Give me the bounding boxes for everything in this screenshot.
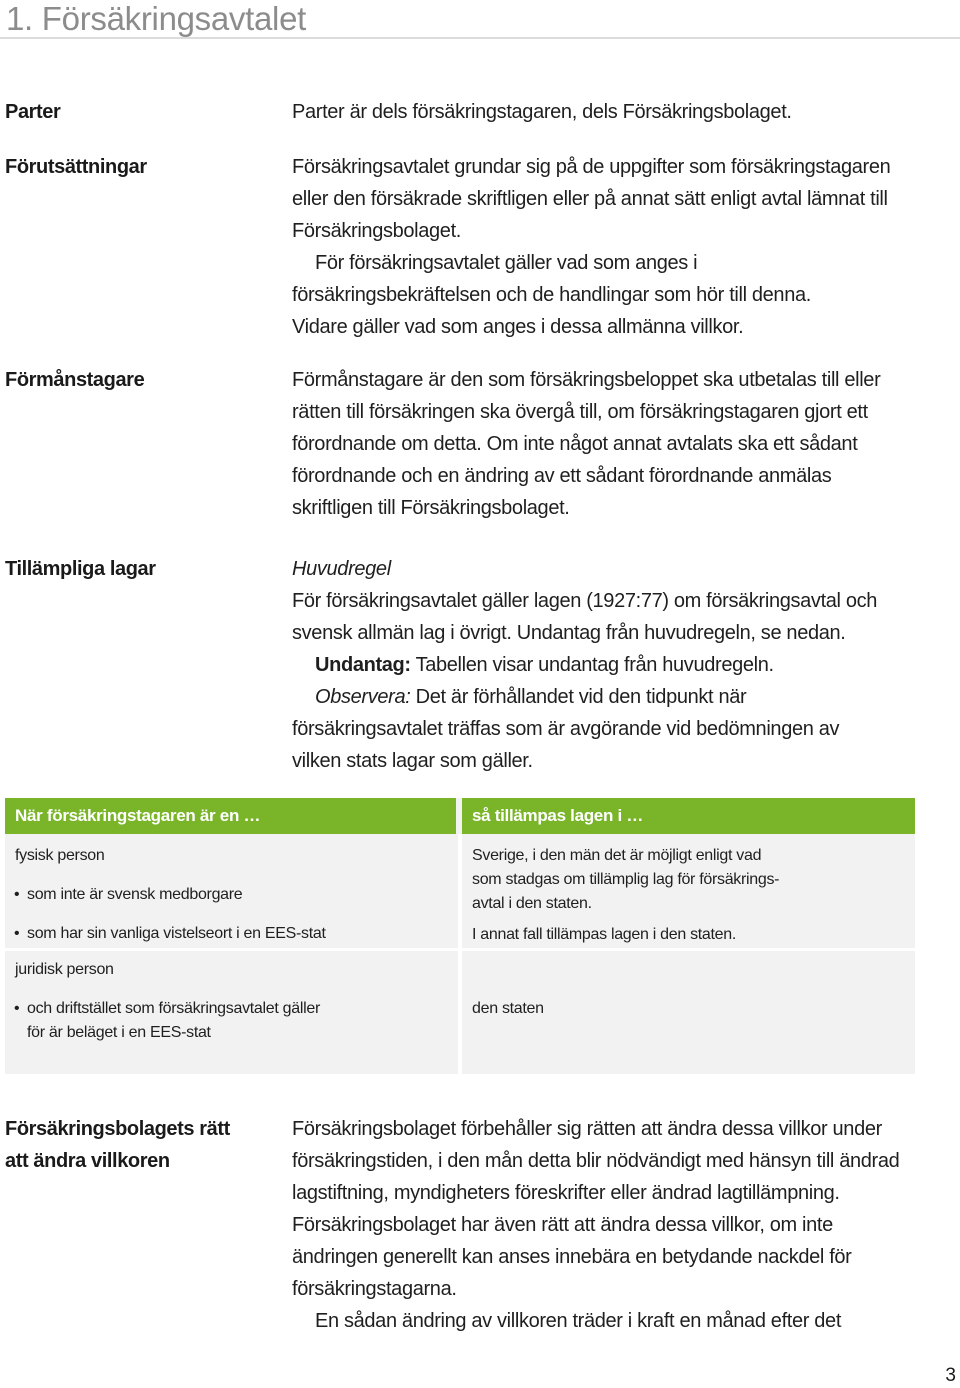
cell-fysisk-bullet-1: • som inte är svensk medborgare xyxy=(27,883,242,907)
section-label-andra-villkor xyxy=(5,1113,230,1177)
cell-fysisk-bullet-2: • som har sin vanliga vistelseort i en EES-stat xyxy=(27,922,326,946)
table-header-left: När försäkringstagaren är en … xyxy=(5,798,456,834)
page-number: 3 xyxy=(945,1365,956,1386)
cell-juridisk-person: juridisk person xyxy=(15,961,114,978)
section-label-parter: Parter xyxy=(5,101,61,123)
section-label-forutsattningar: Förutsättningar xyxy=(5,156,147,178)
table-row-divider xyxy=(5,948,915,951)
table-header-right: så tillämpas lagen i … xyxy=(462,798,915,834)
cell-fysisk-right-line-2: som stadgas om tillämplig lag för försäkrings- xyxy=(472,871,780,888)
page-title: 1. Försäkringsavtalet xyxy=(6,0,306,37)
paragraph-undantag xyxy=(292,649,917,681)
observera-label: Observera: xyxy=(315,686,411,708)
paragraph: Parter är dels försäkringstagaren, dels Försäkringsbolaget. xyxy=(292,101,792,123)
law-exceptions-table xyxy=(5,798,915,1074)
paragraph: För försäkringsavtalet gäller lagen (1927:77) om försäkringsavtal och svensk allmän lag i övrigt. Undantag från huvudregeln, se nedan. xyxy=(292,590,878,644)
paragraph: En sådan ändring av villkoren träder i kraft en månad efter det xyxy=(315,1310,842,1332)
paragraph: För försäkringsavtalet gäller vad som anges i försäkringsbekräftelsen och de handlingar som hör till denna. Vidare gäller vad som anges i dessa allmänna villkor. xyxy=(292,252,811,338)
title-divider xyxy=(0,37,960,39)
table-column-divider xyxy=(458,834,462,1074)
subheading-huvudregel: Huvudregel xyxy=(292,558,391,580)
section-body-formanstagare xyxy=(292,364,902,524)
cell-juridisk-right: den staten xyxy=(472,1000,544,1017)
section-body-parter xyxy=(292,96,932,128)
cell-fysisk-person: fysisk person xyxy=(15,847,105,864)
label-line: att ändra villkoren xyxy=(5,1150,170,1172)
observera-text: Det är förhållandet vid den tidpunkt när försäkringsavtalet träffas som är avgörande vid bedömningen av vilken stats lagar som gäller. xyxy=(292,686,840,772)
undantag-text: Tabellen visar undantag från huvudregeln. xyxy=(410,654,774,676)
section-label-tillampliga-lagar: Tillämpliga lagar xyxy=(5,558,156,580)
cell-juridisk-bullet-line-1: • och driftstället som försäkringsavtalet gäller xyxy=(27,997,320,1021)
paragraph: Försäkringsavtalet grundar sig på de uppgifter som försäkringstagaren eller den försäkrade skriftligen eller på annat sätt enligt avtal lämnat till Försäkringsbolaget. xyxy=(292,156,891,242)
paragraph: Förmånstagare är den som försäkringsbeloppet ska utbetalas till eller rätten till försäkringen ska övergå till, om försäkringstagaren gjort ett förordnande om detta. Om inte något annat avtalats ska ett sådant förordnande och en ändring av ett sådant förordnande anmälas skriftligen till Försäkringsbolaget. xyxy=(292,369,881,519)
cell-fysisk-right-line-3: avtal i den staten. xyxy=(472,895,592,912)
section-body-tillampliga-lagar xyxy=(292,553,917,777)
paragraph: Försäkringsbolaget förbehåller sig rätten att ändra dessa villkor under försäkringstiden, i den mån detta blir nödvändigt med hänsyn till ändrad lagstiftning, myndigheters föreskrifter eller ändrad lagtillämpning. Försäkringsbolaget har även rätt att ändra dessa villkor, om inte ändringen generellt kan anses innebära en betydande nackdel för försäkringstagarna. xyxy=(292,1118,900,1300)
undantag-label: Undantag: xyxy=(315,654,411,676)
cell-fysisk-right-2: I annat fall tillämpas lagen i den staten. xyxy=(472,926,737,943)
section-label-formanstagare: Förmånstagare xyxy=(5,369,145,391)
label-line: Försäkringsbolagets rätt xyxy=(5,1118,230,1140)
section-body-forutsattningar xyxy=(292,151,917,343)
cell-fysisk-right-line-1: Sverige, i den män det är möjligt enligt vad xyxy=(472,847,762,864)
paragraph-observera xyxy=(292,681,882,777)
cell-juridisk-bullet-line-2: för är beläget i en EES-stat xyxy=(27,1024,211,1041)
section-body-andra-villkor xyxy=(292,1113,902,1337)
